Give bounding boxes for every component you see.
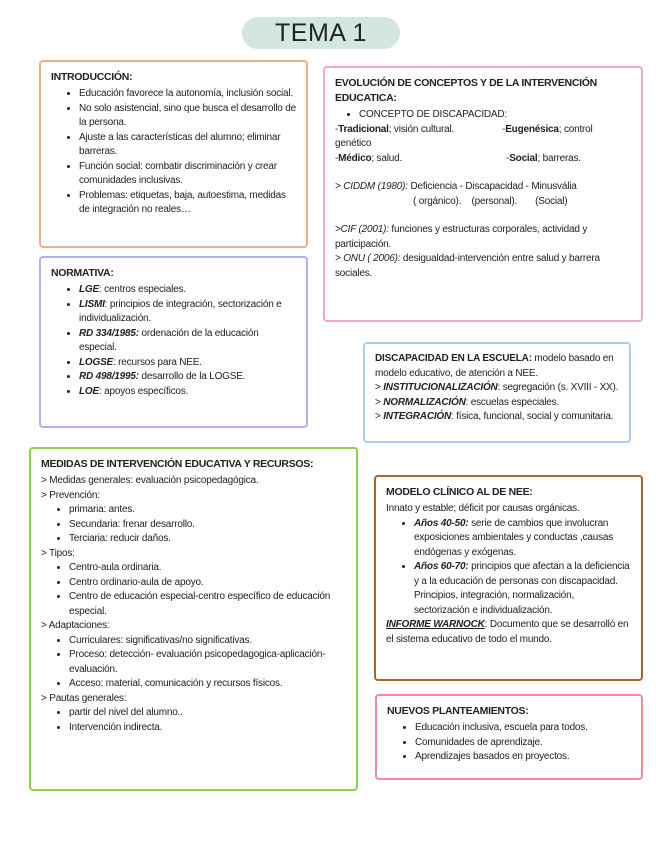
intro-heading: INTRODUCCIÓN: bbox=[51, 71, 133, 83]
cif-text: funciones y estructuras corporales, actividad y participación. bbox=[335, 224, 588, 250]
law-text: : principios de integración, sectorización e individualización. bbox=[79, 298, 282, 324]
adaptaciones-list bbox=[41, 634, 346, 692]
law-term: LOGSE bbox=[79, 356, 114, 368]
nuevos-heading: NUEVOS PLANTEAMIENTOS: bbox=[387, 705, 529, 717]
intro-box bbox=[39, 60, 308, 248]
escuela-row bbox=[375, 410, 619, 425]
escuela-text: : segregación (s. XVIII - XX). bbox=[497, 382, 619, 393]
list-item: • Ajuste a las características del alumno; eliminar barreras. bbox=[79, 131, 296, 160]
evolucion-box bbox=[323, 66, 643, 322]
list-item: • Proceso: detección- evaluación psicopedagogica-aplicación-evaluación. bbox=[69, 648, 346, 677]
list-item: • Problemas: etiquetas, baja, autoestima, medidas de integración no reales… bbox=[79, 189, 296, 218]
list-item: • Aprendizajes basados en proyectos. bbox=[415, 750, 631, 765]
pautas-label: > Pautas generales: bbox=[41, 692, 127, 704]
list-item bbox=[79, 356, 296, 371]
escuela-term: INTEGRACIÓN bbox=[383, 411, 452, 422]
escuela-intro bbox=[375, 352, 619, 381]
list-item: • primaria: antes. bbox=[69, 503, 346, 518]
escuela-text: : física, funcional, social y comunitaria. bbox=[451, 411, 614, 422]
model-term: Social bbox=[509, 152, 538, 164]
period-term: Años 40-50: bbox=[414, 517, 469, 529]
list-item: • Centro de educación especial-centro específico de educación especial. bbox=[69, 590, 346, 619]
normativa-box bbox=[39, 256, 308, 428]
tipos-list bbox=[41, 561, 346, 619]
ciddm-row bbox=[335, 180, 631, 195]
row-prefix: > bbox=[375, 382, 384, 393]
nuevos-box bbox=[375, 694, 643, 780]
cif-row bbox=[335, 223, 631, 252]
list-item: • Centro ordinario-aula de apoyo. bbox=[69, 576, 346, 591]
list-item: • CONCEPTO DE DISCAPACIDAD: bbox=[359, 108, 631, 123]
tipos-label: > Tipos: bbox=[41, 547, 75, 559]
model-text: ; visión cultural. bbox=[388, 123, 455, 135]
list-item: • Terciaria: reducir daños. bbox=[69, 532, 346, 547]
list-item: • No solo asistencial, sino que busca el desarrollo de la persona. bbox=[79, 102, 296, 131]
row-prefix: > bbox=[375, 411, 384, 422]
modelo-box bbox=[374, 475, 643, 681]
list-item bbox=[414, 517, 631, 561]
list-item bbox=[414, 560, 631, 618]
warnock-text: : Documento que se desarrolló en el sistema educativo de todo el mundo. bbox=[386, 619, 629, 645]
medidas-box bbox=[29, 447, 358, 791]
list-item: • Educación favorece la autonomía, inclusión social. bbox=[79, 87, 296, 102]
list-item: • Secundaria: frenar desarrollo. bbox=[69, 518, 346, 533]
model-term: Médico bbox=[338, 152, 372, 164]
law-text: : recursos para NEE. bbox=[113, 356, 202, 368]
list-item bbox=[79, 385, 296, 400]
ciddm-label: > CIDDM (1980): bbox=[335, 181, 408, 192]
model-term: Tradicional bbox=[338, 123, 389, 135]
intro-list bbox=[51, 87, 296, 218]
concept-list bbox=[335, 108, 631, 123]
model-text: ; barreras. bbox=[537, 152, 581, 164]
model-row: -Tradicional; visión cultural. -Eugenésica; control genético bbox=[335, 123, 593, 149]
modelo-intro: Innato y estable; déficit por causas orgánicas. bbox=[386, 503, 580, 514]
prevencion-label: > Prevención: bbox=[41, 489, 100, 501]
normativa-heading: NORMATIVA: bbox=[51, 267, 114, 279]
list-item bbox=[79, 283, 296, 298]
law-text: ordenación de la educación especial. bbox=[79, 327, 259, 353]
row-prefix: > bbox=[375, 396, 384, 408]
page-title: TEMA 1 bbox=[242, 17, 400, 49]
adaptaciones-label: > Adaptaciones: bbox=[41, 620, 110, 631]
law-text: : centros especiales. bbox=[98, 284, 186, 295]
law-term: RD 498/1995: bbox=[79, 371, 139, 382]
list-item: • Función social: combatir discriminación y crear comunidades inclusivas. bbox=[79, 160, 296, 189]
list-item: • Comunidades de aprendizaje. bbox=[415, 736, 631, 751]
modelo-list bbox=[386, 517, 631, 619]
escuela-box bbox=[363, 342, 631, 443]
list-item: • Acceso: material, comunicación y recursos físicos. bbox=[69, 677, 346, 692]
escuela-row bbox=[375, 396, 619, 411]
evolucion-heading: EVOLUCIÓN DE CONCEPTOS Y DE LA INTERVENCIÓN EDUCATICA: bbox=[335, 77, 597, 104]
list-item: • partir del nivel del alumno.. bbox=[69, 706, 346, 721]
normativa-list bbox=[51, 283, 296, 399]
law-term: RD 334/1985: bbox=[79, 327, 139, 339]
medidas-heading: MEDIDAS DE INTERVENCIÓN EDUCATIVA Y RECURSOS: bbox=[41, 458, 314, 470]
warnock-term: INFORME WARNOCK bbox=[386, 619, 485, 630]
list-item: • Intervención indirecta. bbox=[69, 721, 346, 736]
escuela-text: : escuelas especiales. bbox=[465, 396, 560, 408]
medidas-generales: > Medidas generales: evaluación psicopedagógica. bbox=[41, 475, 259, 486]
pautas-list bbox=[41, 706, 346, 735]
escuela-term: INSTITUCIONALIZACIÓN bbox=[383, 382, 498, 393]
list-item bbox=[79, 298, 296, 327]
escuela-term: NORMALIZACIÓN bbox=[383, 396, 466, 408]
law-term: LGE bbox=[79, 284, 99, 295]
escuela-heading: DISCAPACIDAD EN LA ESCUELA: bbox=[375, 353, 532, 364]
period-term: Años 60-70: bbox=[414, 561, 469, 572]
list-item: • Centro-aula ordinaria. bbox=[69, 561, 346, 576]
onu-row bbox=[335, 252, 631, 281]
model-text: ; salud. bbox=[371, 152, 403, 164]
ciddm-sub: ( orgánico). (personal). (Social) bbox=[413, 195, 568, 207]
list-item: • Educación inclusiva, escuela para todos. bbox=[415, 721, 631, 736]
model-row: -Médico; salud. -Social; barreras. bbox=[335, 152, 581, 164]
onu-text: desigualdad-intervención entre salud y barrera sociales. bbox=[335, 253, 600, 279]
escuela-heading-text: modelo basado en modelo educativo, de atención a NEE. bbox=[375, 353, 614, 379]
onu-label: > ONU ( 2006): bbox=[335, 253, 401, 264]
prevencion-list bbox=[41, 503, 346, 547]
law-term: LOE bbox=[79, 385, 99, 397]
law-term: LISMI bbox=[79, 298, 105, 310]
modelo-heading: MODELO CLÍNICO AL DE NEE: bbox=[386, 486, 533, 498]
list-item bbox=[79, 327, 296, 356]
list-item: • Curriculares: significativas/no significativas. bbox=[69, 634, 346, 649]
period-text: principios que afectan a la deficiencia y a la educación de personas con discapacidad. Principios, integración, normalización, sectorización e individualización. bbox=[414, 561, 630, 616]
law-text: : apoyos específicos. bbox=[98, 385, 189, 397]
ciddm-text: Deficiencia - Discapacidad - Minusvália bbox=[407, 181, 577, 192]
law-text: desarrollo de la LOGSE. bbox=[138, 371, 246, 382]
model-text: ; control genético bbox=[335, 123, 593, 149]
nuevos-list bbox=[387, 721, 631, 765]
escuela-row bbox=[375, 381, 619, 396]
model-term: Eugenésica bbox=[505, 123, 559, 135]
list-item bbox=[79, 370, 296, 385]
warnock-row bbox=[386, 618, 631, 647]
cif-label: >CIF (2001): bbox=[335, 224, 389, 235]
period-text: serie de cambios que involucran exposiciones ambientales y conductas ,causas endógenas y exógenas. bbox=[414, 517, 614, 558]
